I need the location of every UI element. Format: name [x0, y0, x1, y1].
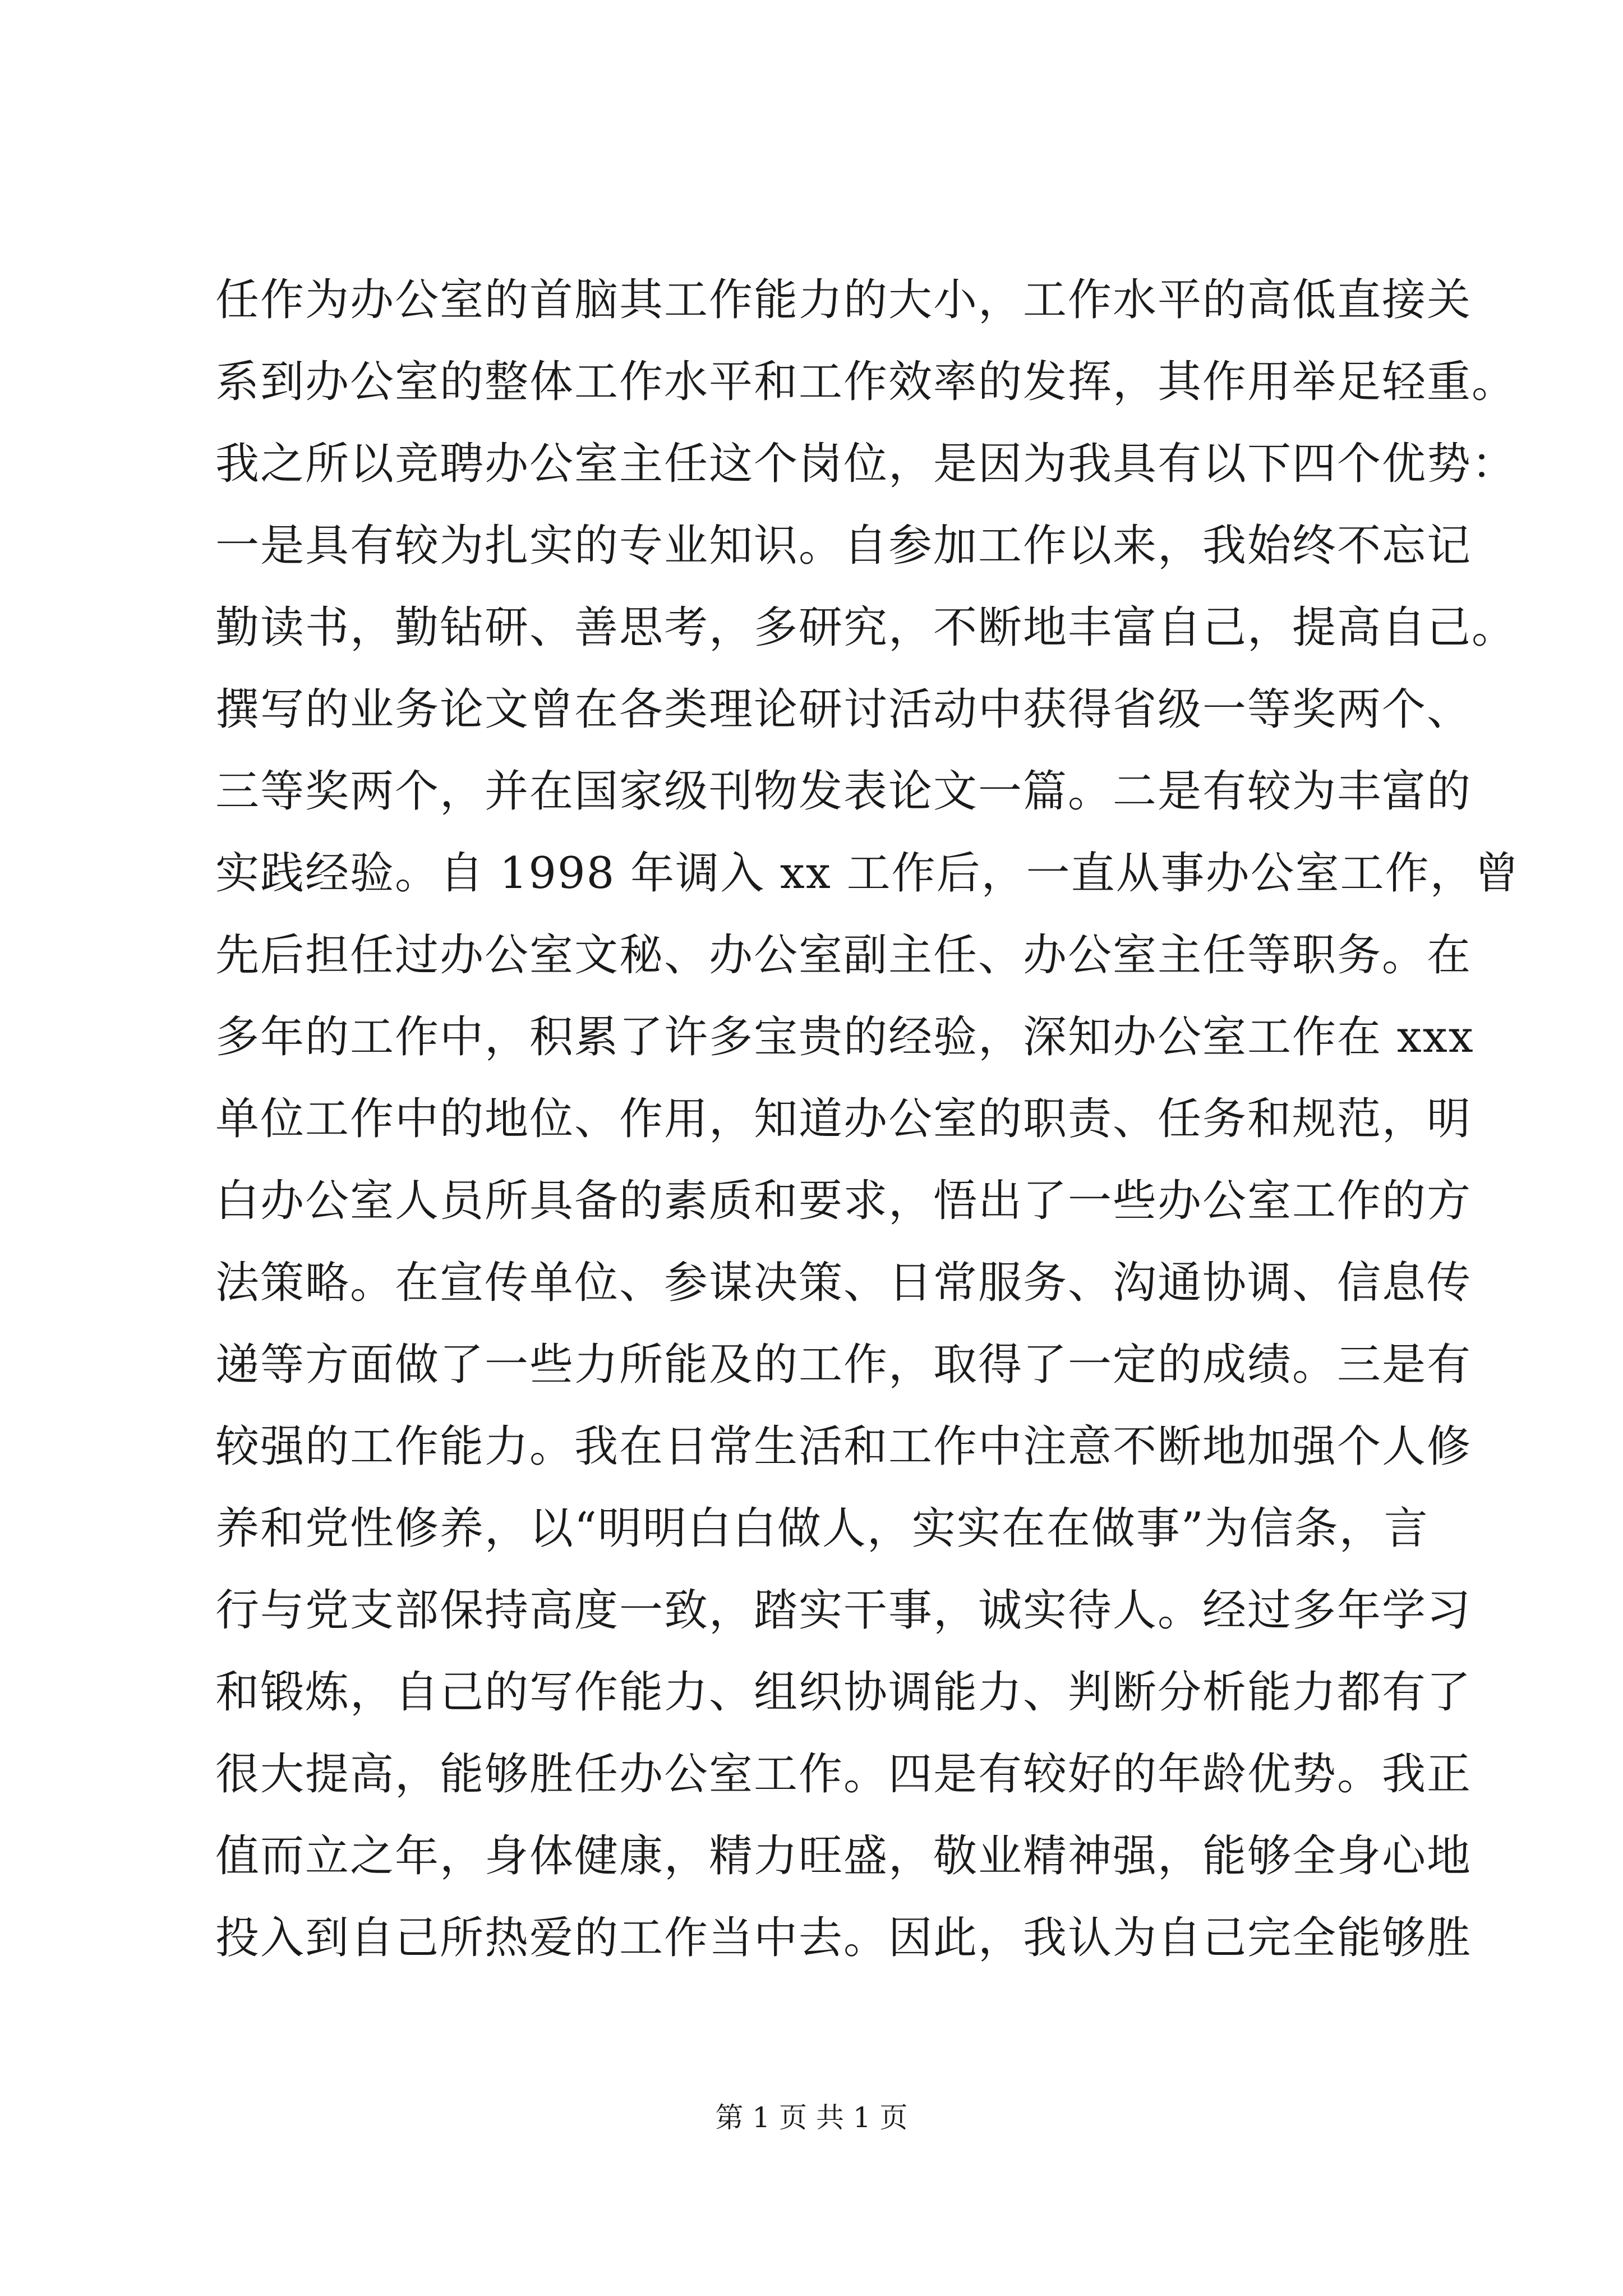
text-line: 递等方面做了一些力所能及的工作，取得了一定的成绩。三是有 [215, 1340, 1472, 1390]
text-line: 实践经验。自 1998 年调入 xx 工作后，一直从事办公室工作，曾 [215, 848, 1520, 899]
text-line: 较强的工作能力。我在日常生活和工作中注意不断地加强个人修 [215, 1421, 1472, 1472]
text-line: 法策略。在宣传单位、参谋决策、日常服务、沟通协调、信息传 [215, 1258, 1472, 1308]
text-line: 单位工作中的地位、作用，知道办公室的职责、任务和规范，明 [215, 1094, 1472, 1144]
text-line: 我之所以竞聘办公室主任这个岗位，是因为我具有以下四个优势： [215, 439, 1517, 489]
text-line: 值而立之年，身体健康，精力旺盛，敬业精神强，能够全身心地 [215, 1831, 1472, 1881]
text-line: 任作为办公室的首脑其工作能力的大小，工作水平的高低直接关 [215, 275, 1472, 325]
page-footer: 第 1 页 共 1 页 [715, 2101, 908, 2134]
text-line: 白办公室人员所具备的素质和要求，悟出了一些办公室工作的方 [215, 1176, 1472, 1226]
text-line: 一是具有较为扎实的专业知识。自参加工作以来，我始终不忘记 [215, 521, 1472, 571]
text-line: 先后担任过办公室文秘、办公室副主任、办公室主任等职务。在 [215, 930, 1472, 981]
text-line: 三等奖两个，并在国家级刊物发表论文一篇。二是有较为丰富的 [215, 766, 1472, 817]
text-line: 和锻炼，自己的写作能力、组织协调能力、判断分析能力都有了 [215, 1667, 1472, 1718]
body-text [215, 259, 1520, 1979]
text-line: 很大提高，能够胜任办公室工作。四是有较好的年龄优势。我正 [215, 1749, 1472, 1800]
text-line: 多年的工作中，积累了许多宝贵的经验，深知办公室工作在 xxx [215, 1012, 1474, 1062]
text-line: 行与党支部保持高度一致，踏实干事，诚实待人。经过多年学习 [215, 1585, 1472, 1636]
text-line: 系到办公室的整体工作水平和工作效率的发挥，其作用举足轻重。 [215, 357, 1517, 407]
text-line: 撰写的业务论文曾在各类理论研讨活动中获得省级一等奖两个、 [215, 684, 1472, 735]
text-line: 勤读书，勤钻研、善思考，多研究，不断地丰富自己，提高自己。 [215, 602, 1517, 653]
text-line: 养和党性修养，以“明明白白做人，实实在在做事”为信条，言 [215, 1503, 1429, 1554]
text-line: 投入到自己所热爱的工作当中去。因此，我认为自己完全能够胜 [215, 1913, 1472, 1963]
